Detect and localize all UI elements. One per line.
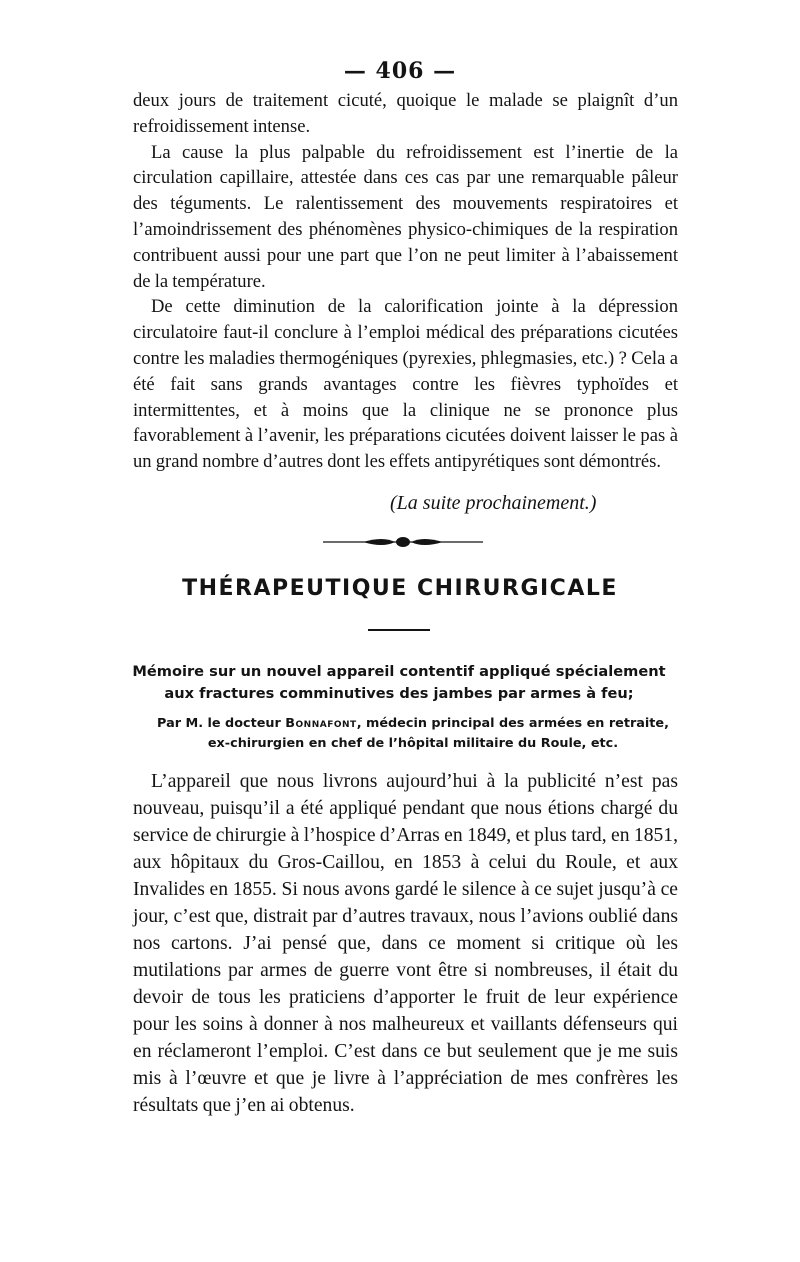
continued-article bbox=[133, 88, 678, 475]
section-rule bbox=[368, 629, 430, 631]
byline-line-2: ex-chirurgien en chef de l’hôpital militaire du Roule, etc. bbox=[207, 736, 619, 751]
to-be-continued-note: (La suite prochainement.) bbox=[390, 492, 597, 514]
paragraph-3: De cette diminution de la calorification jointe à la dépression circulatoire faut-il conclure à l’emploi médical des préparations cicutées contre les maladies thermogéniques (pyrexies, phlegmasies, etc.) ? Cela a été fait sans grands avantages contre les fièvres typhoïdes et intermittentes, et à moins que la clinique ne se prononce plus favorablement à l’avenir, les préparations cicutées doivent laisser le pas à un grand nombre d’autres dont les effets antipyrétiques sont démontrés. bbox=[133, 296, 678, 473]
ornament-divider bbox=[323, 534, 483, 550]
memoir-title-line-1: Mémoire sur un nouvel appareil contentif appliqué spécialement bbox=[132, 663, 666, 680]
paragraph-1: deux jours de traitement cicuté, quoique le malade se plaignît d’un refroidissement intense. bbox=[133, 90, 678, 137]
memoir-title bbox=[118, 661, 680, 705]
memoir-paragraph: L’appareil que nous livrons aujourd’hui à la publicité n’est pas nouveau, puisqu’il a été appliqué pendant que nous étions chargé du service de chirurgie à l’hospice d’Arras en 1849, et plus tard, en 1851, aux hôpitaux du Gros-Caillou, en 1853 à celui du Roule, et aux Invalides en 1855. Si nous avons gardé le silence à ce sujet jusqu’à ce jour, c’est que, distrait par d’autres travaux, nous l’avions oublié dans nos cartons. J’ai pensé que, dans ce moment si critique où les mutilations par armes de guerre vont être si nombreuses, il était du devoir de tous les praticiens d’apporter le fruit de leur expérience pour les soins à donner à nos malheureux et vaillants défenseurs qui en réclameront l’emploi. C’est dans ce but seulement que je me suis mis à l’œuvre et que je livre à l’appréciation de mes confrères les résultats que j’en ai obtenus. bbox=[133, 771, 678, 1116]
memoir-body bbox=[133, 768, 678, 1119]
author-byline bbox=[148, 714, 678, 754]
memoir-title-line-2: aux fractures comminutives des jambes par armes à feu; bbox=[164, 685, 634, 702]
paragraph-2: La cause la plus palpable du refroidissement est l’inertie de la circulation capillaire, attestée dans ces cas par une remarquable pâleur des téguments. Le ralentissement des mouvements respiratoires et l’amoindrissement des phénomènes physico-chimiques de la respiration contribuent aussi pour une part que l’on ne peut limiter à l’abaissement de la température. bbox=[133, 141, 678, 292]
author-name: Bonnafont bbox=[285, 716, 357, 731]
section-title: THÉRAPEUTIQUE CHIRURGICALE bbox=[182, 576, 618, 601]
byline-title: , médecin principal des armées en retraite, bbox=[356, 716, 669, 731]
page-number: — 406 — bbox=[343, 58, 457, 84]
byline-prefix: Par M. le docteur bbox=[157, 716, 281, 731]
